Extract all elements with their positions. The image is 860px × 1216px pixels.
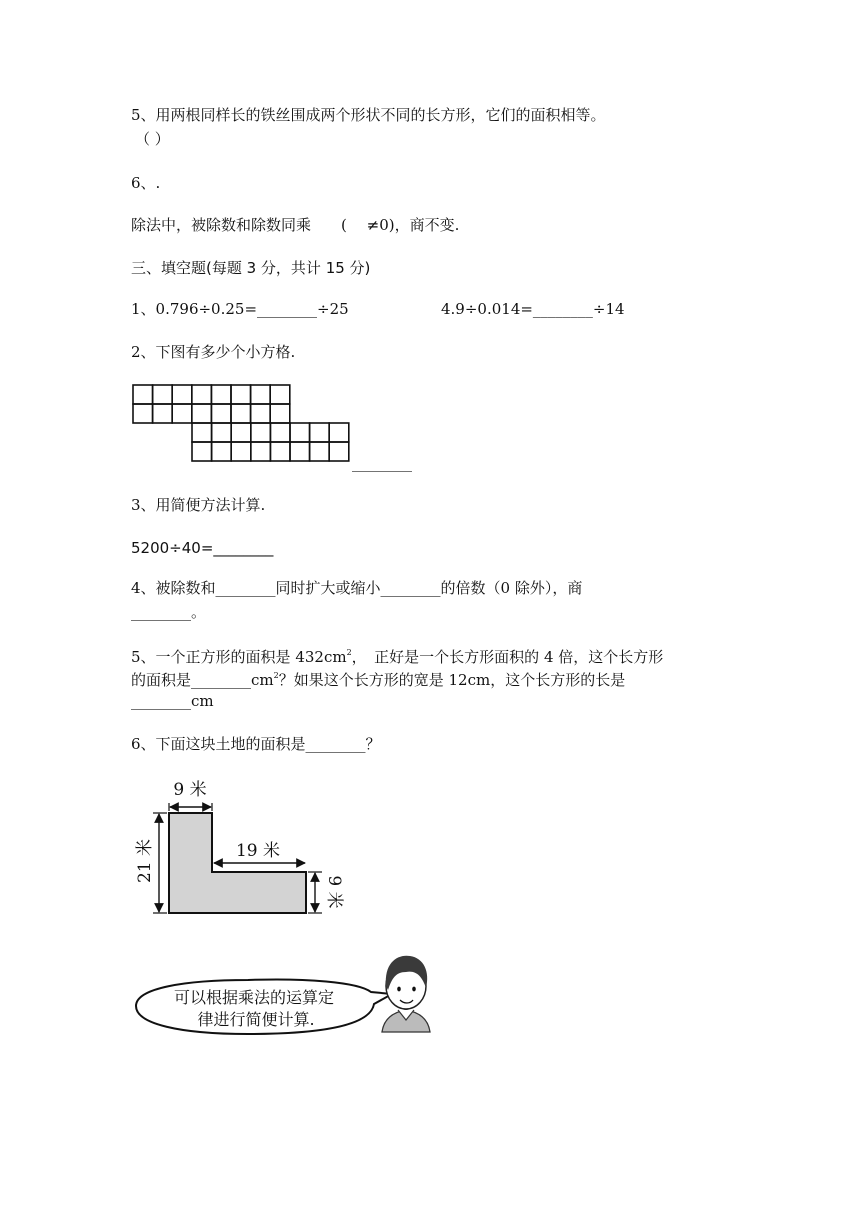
fill-question-3: 3、用简便方法计算. bbox=[131, 496, 266, 514]
grid-cell bbox=[153, 404, 173, 423]
grid-cell bbox=[270, 404, 290, 423]
grid-cell bbox=[211, 385, 231, 404]
q5-sup-2: 2 bbox=[273, 671, 279, 680]
section-3-heading: 三、填空题(每题 3 分，共计 15 分) bbox=[131, 259, 371, 277]
grid-cell bbox=[329, 423, 349, 442]
grid-cell bbox=[251, 404, 271, 423]
grid-cell bbox=[192, 442, 212, 461]
grid-cell bbox=[153, 385, 173, 404]
bubble-line-2: 律进行简便计算. bbox=[197, 1010, 315, 1029]
grid-cell bbox=[133, 404, 153, 423]
label-top-width: 9 米 bbox=[173, 780, 207, 800]
speech-bubble-illustration bbox=[130, 948, 440, 1043]
grid-cell bbox=[310, 423, 330, 442]
grid-cell bbox=[270, 423, 290, 442]
grid-cell bbox=[211, 404, 231, 423]
boy-icon bbox=[382, 956, 430, 1032]
fill-question-5-line3[interactable]: ________cm bbox=[131, 692, 214, 710]
bubble-line-1: 可以根据乘法的运算定 bbox=[173, 988, 335, 1007]
tf-question-5: 5、用两根同样长的铁丝围成两个形状不同的长方形，它们的面积相等。 bbox=[131, 106, 606, 124]
grid-cell bbox=[329, 442, 349, 461]
grid-cell bbox=[212, 442, 232, 461]
grid-cell bbox=[270, 385, 290, 404]
q5-text-d: ？如果这个长方形的宽是 12cm，这个长方形的长是 bbox=[278, 671, 626, 689]
fill-question-3-expression[interactable]: 5200÷40=________ bbox=[131, 539, 274, 557]
q5-sup-1: 2 bbox=[346, 648, 352, 657]
fill-question-1a[interactable]: 1、0.796÷0.25=________÷25 bbox=[131, 300, 349, 318]
grid-cell bbox=[270, 442, 290, 461]
tf-question-5-bracket[interactable]: （ ） bbox=[135, 130, 170, 148]
grid-cell bbox=[231, 423, 251, 442]
grid-cell bbox=[192, 423, 212, 442]
grid-cell bbox=[310, 442, 330, 461]
grid-cell bbox=[212, 423, 232, 442]
grid-cell bbox=[251, 423, 271, 442]
q5-text-a: 5、一个正方形的面积是 432cm bbox=[131, 648, 347, 666]
grid-cell bbox=[133, 385, 153, 404]
grid-cell bbox=[290, 423, 310, 442]
grid-cell bbox=[231, 385, 251, 404]
fill-question-6[interactable]: 6、下面这块土地的面积是________？ bbox=[131, 735, 381, 753]
grid-cell bbox=[231, 404, 251, 423]
grid-cell bbox=[192, 385, 212, 404]
fill-question-5-line2[interactable] bbox=[131, 665, 625, 691]
label-height: 21 米 bbox=[135, 838, 155, 884]
fill-question-1b[interactable]: 4.9÷0.014=________÷14 bbox=[441, 300, 625, 318]
q5-text-c: 的面积是________cm bbox=[131, 671, 274, 689]
tf-question-6: 除法中，被除数和除数同乘 ( ≠0)，商不变. bbox=[131, 216, 460, 234]
grid-cell bbox=[290, 442, 310, 461]
fill-question-2-blank[interactable]: ________ bbox=[352, 454, 412, 472]
label-right-height: 9 米 bbox=[324, 875, 344, 909]
label-inner-width: 19 米 bbox=[235, 841, 281, 861]
fill-question-2: 2、下图有多少个小方格. bbox=[131, 343, 296, 361]
q5-text-b: ， 正好是一个长方形面积的 4 倍，这个长方形 bbox=[351, 648, 664, 666]
tf-question-6-number: 6、. bbox=[131, 174, 161, 192]
fill-question-4-line2[interactable]: ________。 bbox=[131, 603, 207, 621]
grid-cell bbox=[251, 442, 271, 461]
land-figure bbox=[130, 773, 360, 923]
grid-cell bbox=[172, 385, 192, 404]
grid-cell bbox=[172, 404, 192, 423]
grid-cell bbox=[251, 385, 271, 404]
grid-cell bbox=[192, 404, 212, 423]
grid-cell bbox=[231, 442, 251, 461]
fill-question-4-line1[interactable]: 4、被除数和________同时扩大或缩小________的倍数（0 除外），商 bbox=[131, 579, 583, 597]
